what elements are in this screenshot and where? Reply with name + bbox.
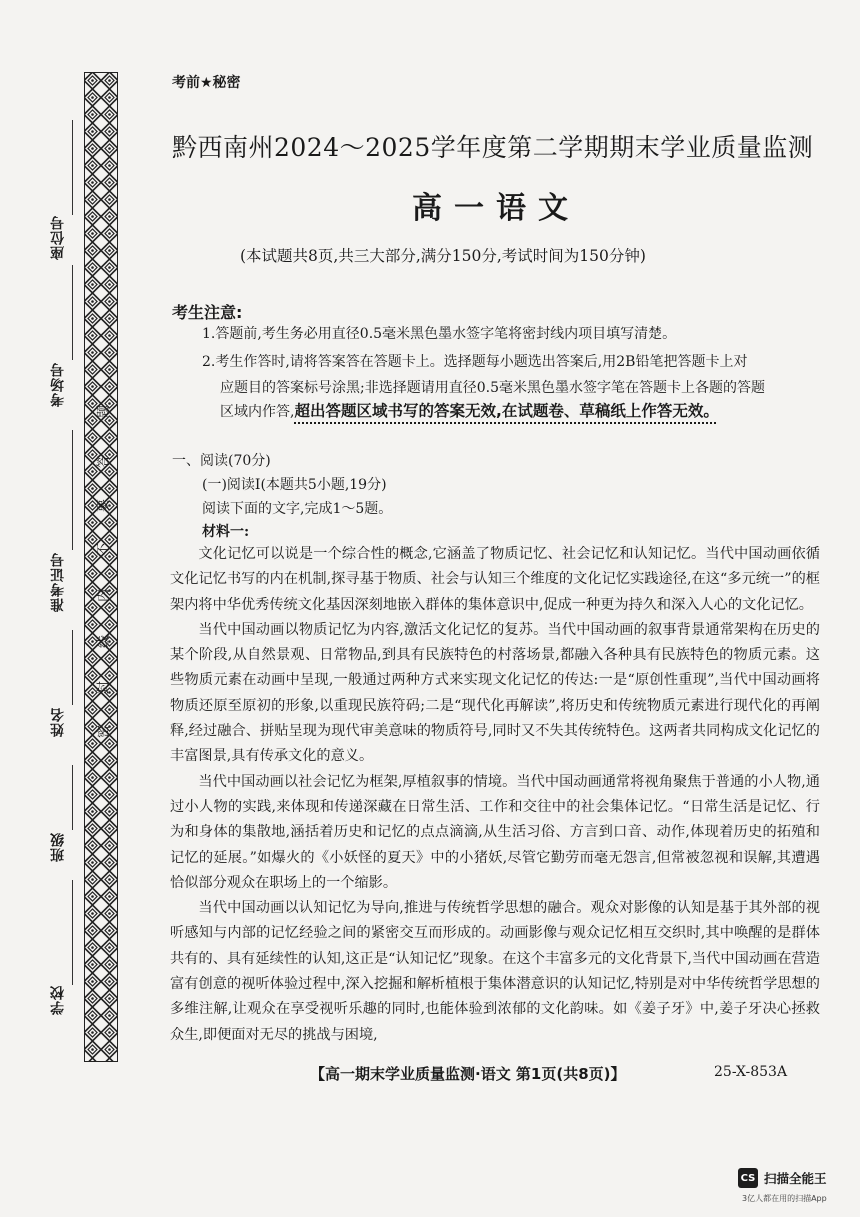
class-line[interactable] <box>72 765 73 830</box>
seal-char: 密 <box>96 725 112 739</box>
cs-logo-icon: CS <box>738 1168 758 1188</box>
paragraph: 当代中国动画以社会记忆为框架,厚植叙事的情境。当代中国动画通常将视角聚焦于普通的小人物,通过小人物的实践,来体现和传递深藏在日常生活、工作和交往中的社会集体记忆。“日常生活是记忆、行为和身体的集散地,涵括着历史和记忆的点点滴滴,从生活习俗、方言到口音、动作,体现着历史的拓殖和记忆的延展。”如爆火的《小妖怪的夏天》中的小猪妖,尽管它勤劳而毫无怨言,但常被忽视和误解,其遭遇恰似部分观众在职场上的一个缩影。 <box>170 773 820 891</box>
reading-passage <box>170 542 820 1048</box>
notice-emphasis: 超出答题区域书写的答案无效,在试题卷、草稿纸上作答无效。 <box>294 402 719 420</box>
notice-item-2-line-2: 应题目的答案标号涂黑;非选择题请用直径0.5毫米黑色墨水签字笔在答题卡上各题的答题 <box>220 380 765 396</box>
ticket-number-line[interactable] <box>72 430 73 550</box>
paper-code: 25-X-853A <box>714 1064 788 1080</box>
seat-number-label: 座位号 <box>50 215 66 260</box>
class-label: 班级 <box>50 832 66 862</box>
seal-char: 线 <box>96 635 112 649</box>
subject-title: 高一语文 <box>412 191 580 226</box>
instruction: 阅读下面的文字,完成1～5题。 <box>202 501 393 517</box>
ticket-number-label: 准考证号 <box>50 552 66 612</box>
school-label: 学校 <box>50 985 66 1015</box>
exam-room-line[interactable] <box>72 265 73 360</box>
part-heading: 一、阅读(70分) <box>172 453 271 469</box>
notice-heading: 考生注意: <box>172 303 243 322</box>
notice-item-2-lead: 区域内作答, <box>220 404 295 420</box>
seal-char: 内 <box>96 589 112 603</box>
seal-char: 题 <box>96 405 112 419</box>
page-footer: 【高一期末学业质量监测·语文 第1页(共8页)】 <box>310 1065 626 1083</box>
paragraph: 当代中国动画以物质记忆为内容,激活文化记忆的复苏。当代中国动画的叙事背景通常架构在历史的某个阶段,从自然景观、日常物品,到具有民族特色的村落场景,都融入各种具有民族特色的物质元素。这些物质元素在动画中呈现,一般通过两种方式来实现文化记忆的传达:一是“原创性重现”,当代中国动画将物质还原至原初的形象,以重现民族符码;二是“现代化再解读”,将历史和传统物质元素进行现代化的再阐释,经过融合、拼贴呈现为现代审美意味的物质符号,同时又不失其传统特色。这两者共同构成文化记忆的丰富图景,具有传承文化的意义。 <box>170 621 820 765</box>
scanner-logo <box>738 1168 827 1188</box>
seal-char: 不 <box>96 543 112 557</box>
name-line[interactable] <box>72 630 73 705</box>
paragraph: 当代中国动画以认知记忆为导向,推进与传统哲学思想的融合。观众对影像的认知是基于其外部的视听感知与内部的记忆经验之间的紧密交互而形成的。动画影像与观众记忆相互交织时,其中唤醒的是群体共有的、具有延续性的认知,这正是“认知记忆”现象。在这个丰富多元的文化背景下,当代中国动画在营造富有创意的视听体验过程中,深入挖掘和解析植根于集体潜意识的认知记忆,特别是对中华传统哲学思想的多维注解,让观众在享受视听乐趣的同时,也能体验到浓郁的文化韵味。如《姜子牙》中,姜子牙决心拯救众生,即便面对无尽的挑战与困境, <box>170 900 820 1043</box>
seal-char: 封 <box>96 681 112 695</box>
name-label: 姓名 <box>50 707 66 737</box>
scanner-tagline: 3亿人都在用的扫描App <box>742 1194 827 1203</box>
seal-char: 答 <box>96 455 112 469</box>
subsection-heading: (一)阅读Ⅰ(本题共5小题,19分) <box>202 477 387 493</box>
school-line[interactable] <box>72 880 73 985</box>
paragraph: 文化记忆可以说是一个综合性的概念,它涵盖了物质记忆、社会记忆和认知记忆。当代中国动画依循文化记忆书写的内在机制,探寻基于物质、社会与认知三个维度的文化记忆实践途径,在这“多元统一”的框架内将中华优秀传统文化基因深刻地嵌入群体的集体意识中,促成一种更为持久和深入人心的文化记忆。 <box>170 546 820 613</box>
notice-item-2-line-1: 2.考生作答时,请将答案答在答题卡上。选择题每小题选出答案后,用2B铅笔把答题卡上对 <box>202 354 748 370</box>
notice-item-2-line-3 <box>220 401 719 422</box>
material-label: 材料一: <box>202 524 250 540</box>
confidential-mark: 考前★秘密 <box>172 75 241 91</box>
exam-room-label: 考场号 <box>50 362 66 407</box>
scanner-name: 扫描全能王 <box>764 1171 827 1186</box>
notice-item-1: 1.答题前,考生务必用直径0.5毫米黑色墨水签字笔将密封线内项目填写清楚。 <box>202 326 677 342</box>
seal-char: 要 <box>96 499 112 513</box>
exam-title: 黔西南州2024～2025学年度第二学期期末学业质量监测 <box>172 133 814 162</box>
exam-note: (本试题共8页,共三大部分,满分150分,考试时间为150分钟) <box>240 247 646 265</box>
